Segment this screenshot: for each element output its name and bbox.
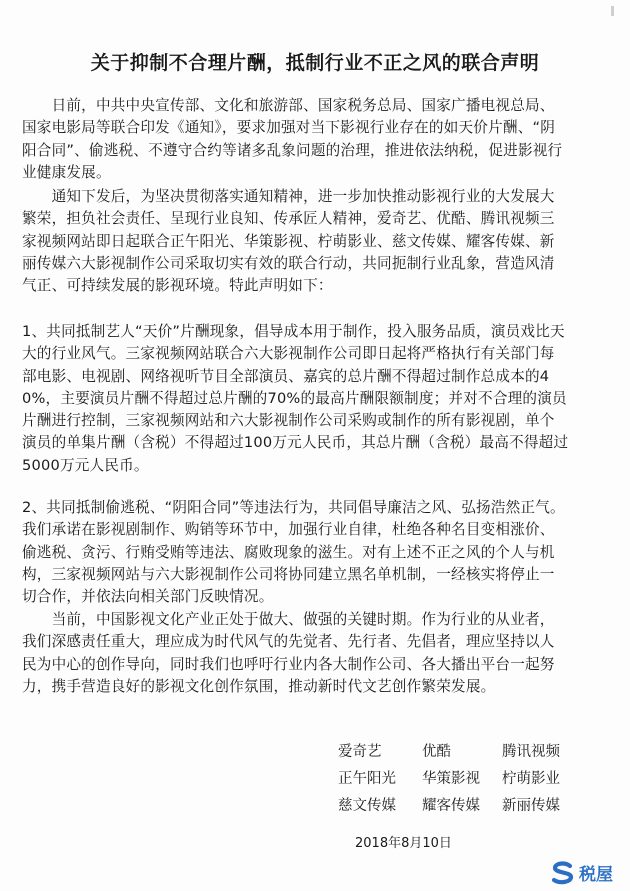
signatory: 耀客传媒	[422, 798, 480, 814]
page-corner-mark	[611, 6, 614, 16]
watermark-text: 税屋	[579, 865, 613, 885]
paragraph-intro: 日前，中共中央宣传部、文化和旅游部、国家税务总局、国家广播电视总局、 国家电影局等联合印发《通知》，要求加强对当下影视行业存在的如天价片酬、“阴 阳合同”、偷逃税、不遵守合约等诸多乱象问题的治理，推进依法纳税，促进影视行 业健康发展。	[22, 97, 563, 181]
paragraph-action: 通知下发后，为坚决贯彻落实通知精神，进一步加快推动影视行业的大发展大 繁荣，担负社会责任、呈现行业良知、传承匠人精神，爱奇艺、优酷、腾讯视频三 家视频网站即日起联合正午阳光、华策影视、柠萌影业、慈文传媒、耀客传媒、新 丽传媒六大影视制作公司采取切实有效的联合行动，共同扼制行业乱象，营造风清 气正、可持续发展的影视环境。特此声明如下：	[22, 188, 555, 295]
signatories-block	[338, 740, 618, 815]
signatory: 新丽传媒	[502, 798, 560, 814]
signatory: 爱奇艺	[338, 744, 382, 760]
signatory: 华策影视	[422, 771, 480, 787]
signatory: 优酷	[422, 744, 451, 760]
paragraph-point-2: 2、共同抵制偷逃税、“阴阳合同”等违法行为，共同倡导廉洁之风、弘扬浩然正气。 我们承诺在影视剧制作、购销等环节中，加强行业自律，杜绝各种名目变相涨价、 偷逃税、贪污、行贿受贿等违法、腐败现象的滋生。对有上述不正之风的个人与机 构，三家视频网站与六大影视制作公司将协同建立黑名单机制，一经核实将停止一 切合作，并依法向相关部门反映情况。	[22, 499, 565, 606]
signatory: 柠萌影业	[502, 771, 560, 787]
paragraph-closing: 当前，中国影视文化产业正处于做大、做强的关键时期。作为行业的从业者， 我们深感责任重大，理应成为时代风气的先觉者、先行者、先倡者，理应坚持以人 民为中心的创作导向，同时我们也呼吁行业内各大制作公司、各大播出平台一起努 力，携手营造良好的影视文化创作氛围，推动新时代文艺创作繁荣发展。	[22, 611, 555, 695]
document-date: 2018年8月10日	[355, 836, 452, 851]
signatory: 正午阳光	[338, 771, 396, 787]
signatory: 腾讯视频	[502, 744, 560, 760]
s-logo-icon	[550, 861, 576, 885]
paragraph-point-1: 1、共同抵制艺人“天价”片酬现象，倡导成本用于制作，投入服务品质，演员戏比天 大的行业风气。三家视频网站联合六大影视制作公司即日起将严格执行有关部门每 部电影、电视剧、网络视听节目全部演员、嘉宾的总片酬不得超过制作总成本的4 0%，主要演员片酬不得超过总片酬的70%的最高片酬限额制度；并对不合理的演员 片酬进行控制，三家视频网站和六大影视制作公司采购或制作的所有影视剧，单个 演员的单集片酬（含税）不得超过100万元人民币，其总片酬（含税）最高不得超过 5000万元人民币。	[22, 323, 569, 474]
document-title: 关于抑制不合理片酬，抵制行业不正之风的联合声明	[90, 52, 540, 74]
signatory: 慈文传媒	[338, 798, 396, 814]
watermark	[550, 860, 613, 885]
